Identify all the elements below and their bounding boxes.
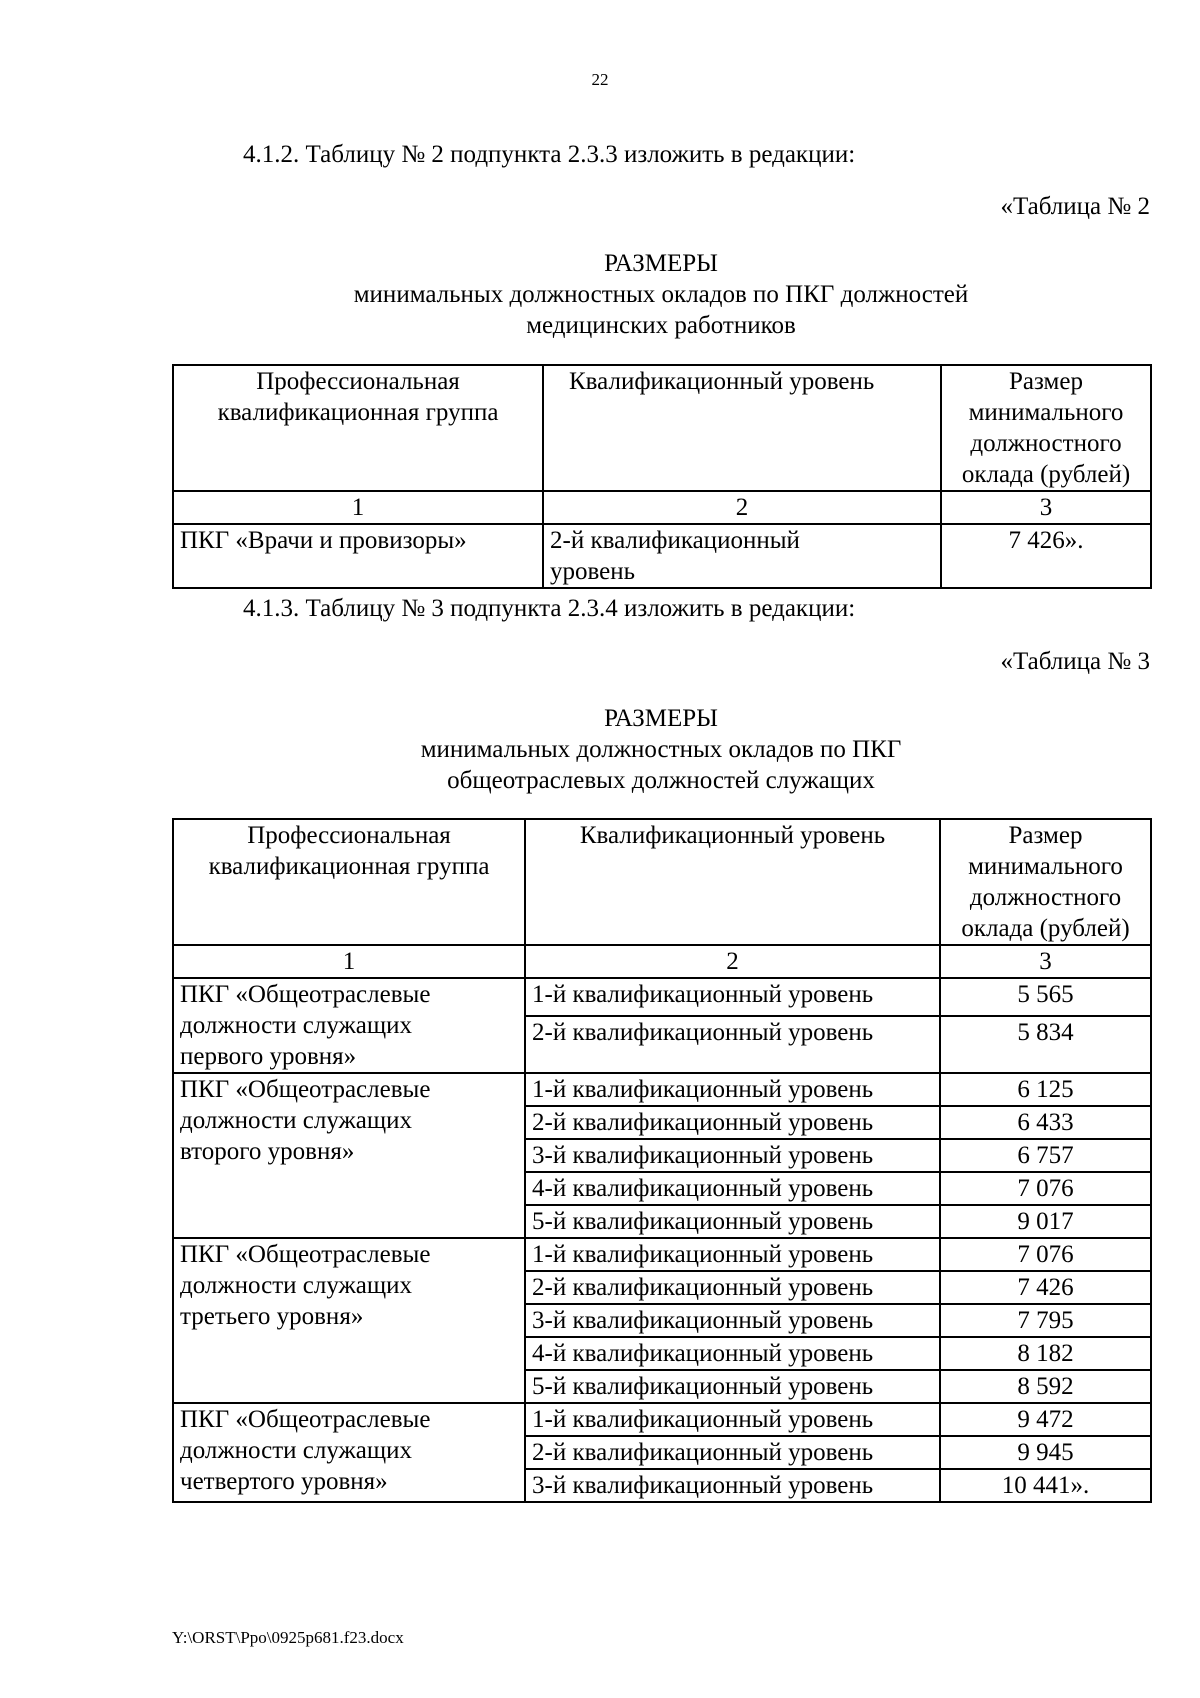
table-row	[173, 1238, 1151, 1271]
cell-salary: 9 945	[940, 1436, 1151, 1469]
header-salary: Размер минимального должностного оклада (рублей)	[941, 365, 1151, 491]
table-header-row	[173, 819, 1151, 945]
column-number-row	[173, 491, 1151, 524]
file-path-footer: Y:\ORST\Ppo\0925p681.f23.docx	[172, 1628, 404, 1647]
cell-salary: 6 433	[940, 1106, 1151, 1139]
table-row	[173, 978, 1151, 1016]
cell-level: 1-й квалификационный уровень	[525, 978, 940, 1016]
caption-line: минимальных должностных окладов по ПКГ	[420, 736, 902, 763]
header-level: Квалификационный уровень	[525, 819, 940, 945]
col-number: 1	[173, 945, 525, 978]
cell-salary: 9 017	[940, 1205, 1151, 1238]
cell-level: 2-й квалификационный уровень	[525, 1016, 940, 1073]
table-2-label: «Таблица № 2	[1000, 193, 1150, 220]
cell-group: ПКГ «Общеотраслевые должности служащих второго уровня»	[173, 1073, 525, 1238]
instruction-table-2: 4.1.2. Таблицу № 2 подпункта 2.3.3 изложить в редакции:	[243, 141, 856, 168]
cell-salary: 7 076	[940, 1172, 1151, 1205]
cell-level: 1-й квалификационный уровень	[525, 1403, 940, 1436]
table-3	[172, 818, 1152, 1503]
col-number: 2	[525, 945, 940, 978]
cell-level: 2-й квалификационный уровень	[525, 1106, 940, 1139]
col-number: 3	[941, 491, 1151, 524]
cell-level: 5-й квалификационный уровень	[525, 1370, 940, 1403]
instruction-table-3: 4.1.3. Таблицу № 3 подпункта 2.3.4 изложить в редакции:	[243, 595, 856, 622]
cell-salary: 5 565	[940, 978, 1151, 1016]
header-group: Профессиональная квалификационная группа	[173, 819, 525, 945]
cell-level: 1-й квалификационный уровень	[525, 1073, 940, 1106]
table-row	[173, 1403, 1151, 1436]
cell-salary: 8 182	[940, 1337, 1151, 1370]
header-salary: Размер минимального должностного оклада (рублей)	[940, 819, 1151, 945]
caption-title: РАЗМЕРЫ	[604, 705, 718, 732]
cell-level: 5-й квалификационный уровень	[525, 1205, 940, 1238]
cell-level: 2-й квалификационный уровень	[525, 1436, 940, 1469]
table-3-caption	[172, 703, 1150, 796]
cell-level: 4-й квалификационный уровень	[525, 1337, 940, 1370]
cell-level: 2-й квалификационный уровень	[543, 524, 941, 588]
col-number: 1	[173, 491, 543, 524]
table-2-caption	[172, 248, 1150, 341]
cell-level: 4-й квалификационный уровень	[525, 1172, 940, 1205]
col-number: 3	[940, 945, 1151, 978]
cell-salary: 7 426	[940, 1271, 1151, 1304]
cell-salary: 6 125	[940, 1073, 1151, 1106]
caption-title: РАЗМЕРЫ	[604, 250, 718, 277]
cell-salary: 6 757	[940, 1139, 1151, 1172]
col-number: 2	[543, 491, 941, 524]
table-3-label: «Таблица № 3	[1000, 648, 1150, 675]
cell-salary: 5 834	[940, 1016, 1151, 1073]
caption-line: минимальных должностных окладов по ПКГ должностей	[353, 281, 969, 308]
cell-group: ПКГ «Общеотраслевые должности служащих третьего уровня»	[173, 1238, 525, 1403]
caption-line: общеотраслевых должностей служащих	[447, 767, 875, 794]
cell-level: 3-й квалификационный уровень	[525, 1139, 940, 1172]
cell-salary: 10 441».	[940, 1469, 1151, 1502]
header-group: Профессиональная квалификационная группа	[173, 365, 543, 491]
cell-group: ПКГ «Общеотраслевые должности служащих первого уровня»	[173, 978, 525, 1073]
cell-level: 2-й квалификационный уровень	[525, 1271, 940, 1304]
cell-level: 3-й квалификационный уровень	[525, 1304, 940, 1337]
cell-salary: 7 426».	[941, 524, 1151, 588]
cell-salary: 8 592	[940, 1370, 1151, 1403]
caption-line: медицинских работников	[526, 312, 796, 339]
table-2	[172, 364, 1152, 589]
cell-level: 3-й квалификационный уровень	[525, 1469, 940, 1502]
cell-salary: 7 076	[940, 1238, 1151, 1271]
cell-salary: 9 472	[940, 1403, 1151, 1436]
cell-level: 1-й квалификационный уровень	[525, 1238, 940, 1271]
header-level: Квалификационный уровень	[543, 365, 941, 491]
column-number-row	[173, 945, 1151, 978]
cell-group: ПКГ «Врачи и провизоры»	[173, 524, 543, 588]
table-row	[173, 524, 1151, 588]
cell-salary: 7 795	[940, 1304, 1151, 1337]
cell-group: ПКГ «Общеотраслевые должности служащих четвертого уровня»	[173, 1403, 525, 1502]
page-number: 22	[591, 70, 609, 89]
table-header-row	[173, 365, 1151, 491]
table-row	[173, 1073, 1151, 1106]
